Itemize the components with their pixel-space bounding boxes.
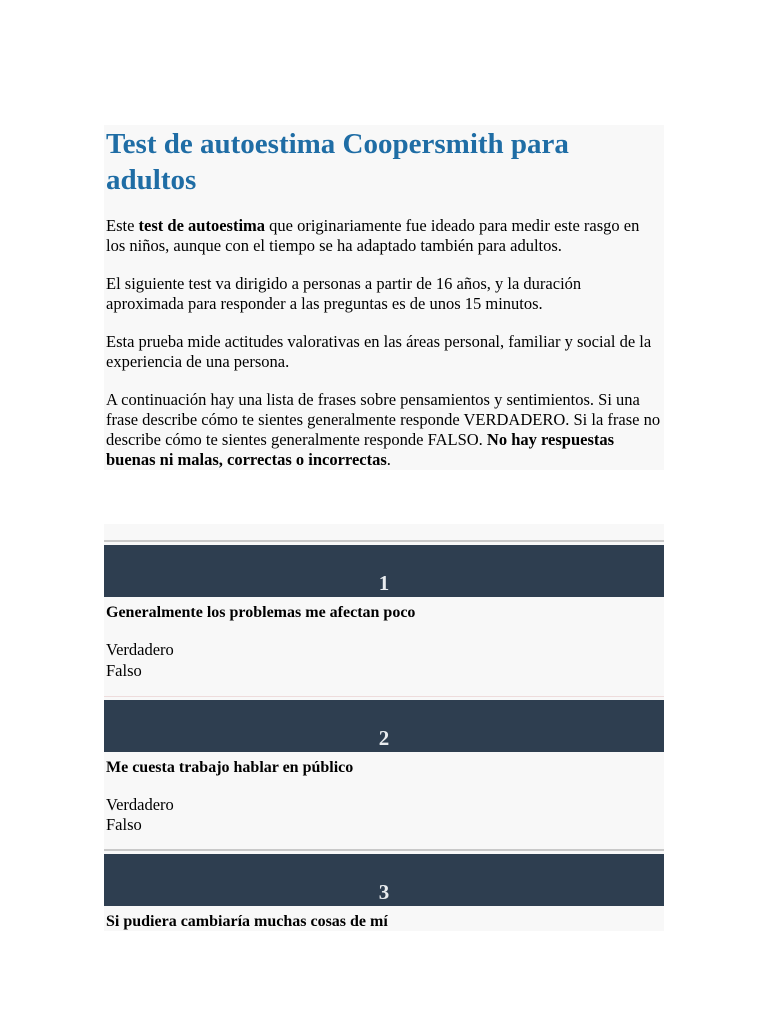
question-header-2 — [104, 700, 664, 752]
answer-option-verdadero[interactable]: Verdadero — [106, 640, 174, 659]
intro-paragraph-1 — [106, 216, 662, 256]
question-divider — [104, 849, 664, 851]
paragraph-bold-text: test de autoestima — [138, 216, 266, 235]
paragraph-text: Este — [106, 216, 139, 235]
page-title: Test de autoestima Coopersmith para adultos — [106, 128, 569, 196]
question-divider — [104, 540, 664, 542]
intro-paragraph-2: El siguiente test va dirigido a personas a partir de 16 años, y la duración aproximada para responder a las preguntas es de unos 15 minutos. — [106, 274, 582, 313]
intro-paragraph-3: Esta prueba mide actitudes valorativas en las áreas personal, familiar y social de la experiencia de una persona. — [106, 332, 652, 371]
question-header-3 — [104, 854, 664, 906]
intro-paragraph-4 — [106, 390, 662, 470]
question-text-2: Me cuesta trabajo hablar en público — [106, 759, 354, 776]
question-header-1 — [104, 545, 664, 597]
question-text-1: Generalmente los problemas me afectan poco — [106, 604, 416, 621]
question-number: 1 — [378, 571, 390, 595]
question-divider — [104, 696, 664, 697]
paragraph-text: A continuación hay una lista de frases sobre pensamientos y sentimientos. Si una frase describe cómo te sientes generalmente responde VERDADERO. Si la frase no describe cómo te sientes generalmente responde FALSO. — [106, 390, 661, 449]
answer-option-falso[interactable]: Falso — [106, 815, 142, 834]
question-number: 3 — [378, 880, 390, 904]
question-text-3: Si pudiera cambiaría muchas cosas de mí — [106, 913, 388, 930]
paragraph-text: que originariamente fue ideado para medir este rasgo en los niños, aunque con el tiempo se ha adaptado también para adultos. — [106, 216, 640, 255]
question-number: 2 — [378, 726, 390, 750]
answer-option-falso[interactable]: Falso — [106, 661, 142, 680]
answer-option-verdadero[interactable]: Verdadero — [106, 795, 174, 814]
paragraph-text: . — [386, 450, 391, 469]
paragraph-bold-text: No hay respuestas buenas ni malas, correctas o incorrectas — [106, 430, 615, 469]
